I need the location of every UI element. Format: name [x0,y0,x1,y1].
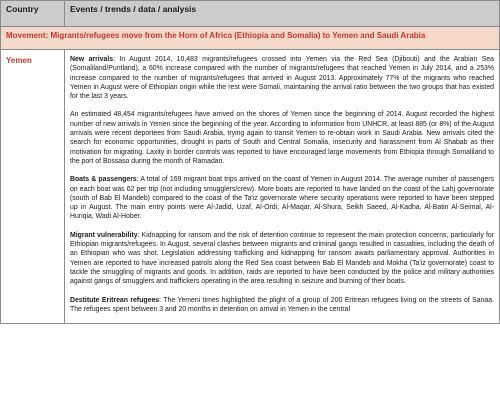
paragraph-new-arrivals [70,55,494,101]
paragraph-text: An estimated 48,454 migrants/refugees have arrived on the shores of Yemen since the beginning of 2014. August recorded the highest number of new arrivals in Yemen since the beginning of the year. According to information from UNHCR, at least 885 (or 8%) of the August arrivals were recent deportees from Saudi Arabia, trying again to transit Yemen to re-obtain work in Saudi Arabia. New arrivals cited the search for economic opportunities, drought in parts of South and Central Somalia, insecurity and harassment from Al Shabab as their motivation for migrating. Laxity in border controls was reported to have encouraged large movements from Ethiopia through Somaliland to the port of Bossaso during the month of Ramadan. [70,111,494,165]
header-country: Country [1,1,65,27]
paragraph-text: : In August 2014, 10,483 migrants/refugees crossed into Yemen via the Red Sea (Djibouti) and the Arabian Sea (Somaliland/Puntland), a 60% increase compared with the number of migrants/refugees that reached Yemen in July 2014, and a 253% increase compared to the number of migrants/refugees that arrived in August 2013. Approximately 77% of the migrants who reached Yemen in August were of Ethiopian origin while the rest were Somali, maintaining the arrival ratio between the two groups that has existed for the last 3 years. [70,56,494,101]
table-header-row [1,1,500,27]
country-name: Yemen [1,50,65,324]
paragraph-text: : The Yemeni times highlighted the plight of a group of 200 Eritrean refugees living on the streets of Sanaa. The refugees spent between 3 and 20 months in detention on arrival in Yemen in the central [70,296,494,313]
paragraph-lead: Boats & passengers [70,176,137,184]
events-content [65,50,500,324]
header-events: Events / trends / data / analysis [65,1,500,27]
paragraph-lead: Destitute Eritrean refugees [70,296,160,304]
paragraph-boats-passengers [70,175,494,221]
paragraph-text: : Kidnapping for ransom and the risk of detention continue to represent the main protection concerns, particularly for Ethiopian migrants/refugees. In August, several clashes between migrants and criminal gangs resulted in casualties, including the death of an Ethiopian who was shot. Legislation addressing trafficking and kidnapping for ransom awaits parliamentary approval. Authorities in Yemen are reported to have increased patrols along the Red Sea coast between Bab El Mandeb and Mokha (Ta'iz governorate) coast to tackle the smuggling of migrants and goods. In addition, raids are reported to have been conducted by the police and military authorities against gangs of smugglers and traffickers operating in the area resulting in seizure and burning of their boats. [70,231,494,286]
paragraph-lead: New arrivals [70,56,114,63]
table-row [1,50,500,324]
paragraph-lead: Migrant vulnerability [70,231,138,239]
paragraph-migrant-vulnerability [70,231,494,287]
section-row [1,27,500,50]
paragraph-text: : A total of 169 migrant boat trips arrived on the coast of Yemen in August 2014. The average number of passengers on each boat was 62 per trip (not including smugglers/crew). More boats are reported to have landed on the coast of the Lahj governorate (south of Bab El Mandeb) compared to the coast of the Ta'iz governorate where security operations were reported to have been stepped up in August. The main entry points were Al-Jadid, Uzaf, Al-Ordi, Al-Maqar, Al-Shura, Seikh Saeed, Al-Kadha, Al-Batin Al-Seimal, Al-Huriqia, Wadi Al-Hober. [70,176,494,221]
section-title: Movement: Migrants/refugees move from the Horn of Africa (Ethiopia and Somalia) to Yemen and Saudi Arabia [1,27,500,50]
paragraph-estimated-arrivals [70,110,494,166]
paragraph-eritrean-refugees [70,296,494,315]
